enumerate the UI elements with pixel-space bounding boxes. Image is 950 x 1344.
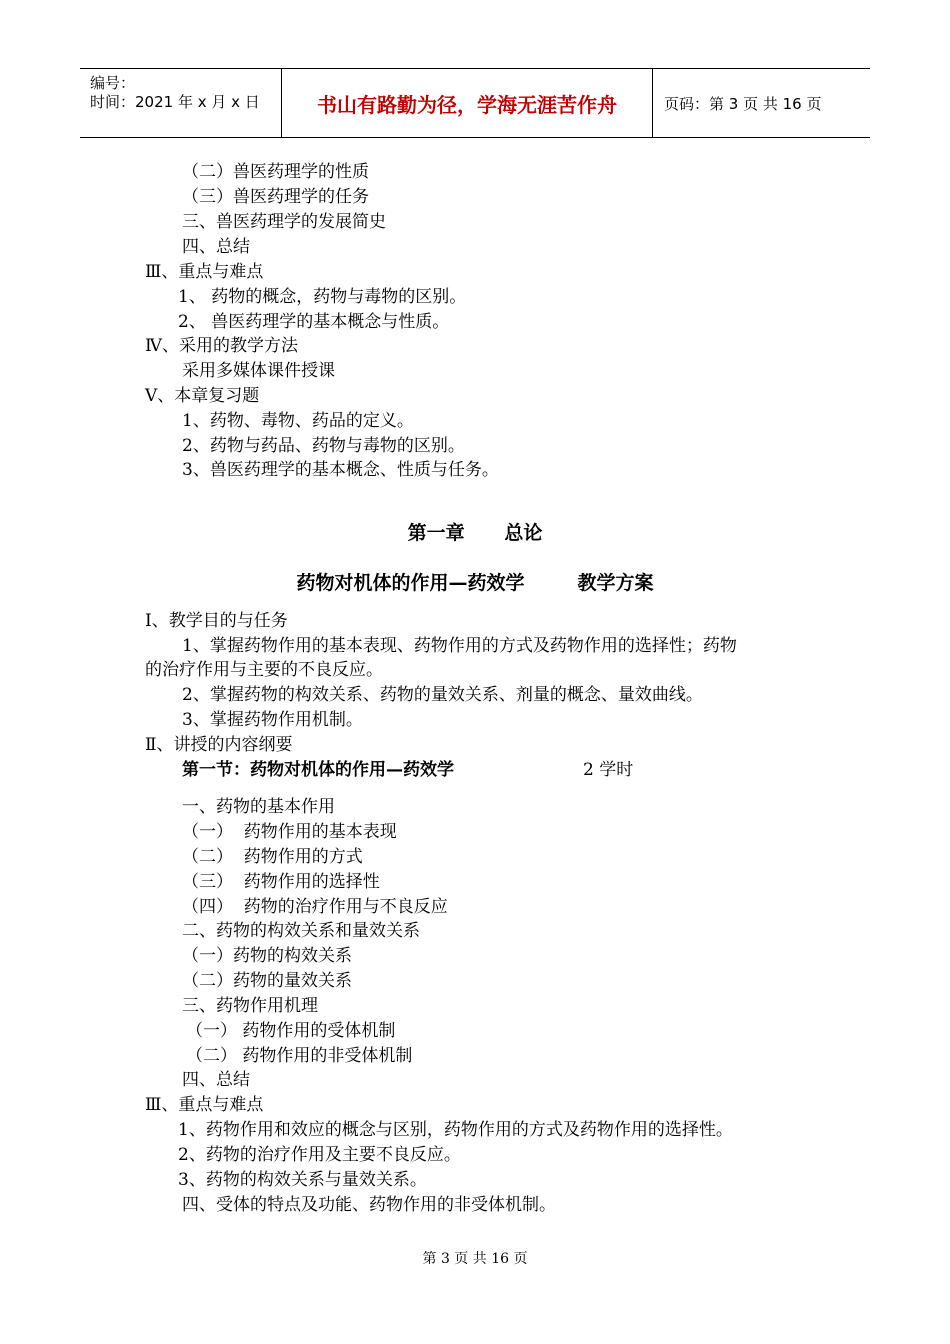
header-page-cell [654,69,870,137]
paragraph: 采用多媒体课件授课 [182,361,335,381]
outline-item: （二） 药物作用的非受体机制 [186,1046,413,1066]
section-heading: Ⅲ、重点与难点 [145,262,264,282]
section-heading: Ⅴ、本章复习题 [145,386,260,406]
outline-item: （一）药物的构效关系 [182,946,352,966]
outline-item: 二、药物的构效关系和量效关系 [182,921,420,941]
list-item: 3、掌握药物作用机制。 [182,710,363,730]
section-heading: Ⅰ、教学目的与任务 [145,611,288,631]
page-footer: 第 3 页 共 16 页 [422,1251,528,1267]
list-item: 1、 药物的概念，药物与毒物的区别。 [178,287,467,307]
list-item: 2、 兽医药理学的基本概念与性质。 [178,312,450,332]
outline-item: （一） 药物作用的基本表现 [182,822,397,842]
header-motto-cell [282,69,653,137]
list-item: 2、掌握药物的构效关系、药物的量效关系、剂量的概念、量效曲线。 [182,685,703,705]
section-heading: Ⅳ、采用的教学方法 [145,336,298,356]
outline-item: 三、药物作用机理 [182,996,318,1016]
outline-item: 三、兽医药理学的发展简史 [182,212,386,232]
outline-item: （四） 药物的治疗作用与不良反应 [182,897,448,917]
paragraph: 的治疗作用与主要的不良反应。 [145,660,383,680]
header-meta-cell [80,69,282,137]
header-motto: 书山有路勤为径，学海无涯苦作舟 [317,93,617,117]
list-item: 1、药物作用和效应的概念与区别，药物作用的方式及药物作用的选择性。 [178,1120,733,1140]
section-heading: Ⅱ、讲授的内容纲要 [145,735,293,755]
outline-item: （三）兽医药理学的任务 [182,187,369,207]
list-item: 3、兽医药理学的基本概念、性质与任务。 [182,460,499,480]
document-number-label: 编号： [90,74,136,92]
list-item: 2、药物的治疗作用及主要不良反应。 [178,1145,461,1165]
list-item: 1、药物、毒物、药品的定义。 [182,411,414,431]
lesson-hours: 2 学时 [583,760,634,780]
outline-item: （二）药物的量效关系 [182,971,352,991]
outline-item: 四、总结 [182,1070,250,1090]
document-date: 时间：2021 年 x 月 x 日 [90,93,260,111]
outline-item: （一） 药物作用的受体机制 [186,1021,396,1041]
list-item: 2、药物与药品、药物与毒物的区别。 [182,436,465,456]
lesson-title: 第一节：药物对机体的作用—药效学 [182,760,454,780]
section-title: 药物对机体的作用—药效学 教学方案 [296,572,654,594]
page-header [80,68,870,138]
header-page-code: 页码：第 3 页 共 16 页 [664,95,822,113]
chapter-title: 第一章 总论 [407,522,543,544]
section-heading: Ⅲ、重点与难点 [145,1095,264,1115]
paragraph: 1、掌握药物作用的基本表现、药物作用的方式及药物作用的选择性；药物 [182,636,737,656]
list-item: 四、受体的特点及功能、药物作用的非受体机制。 [182,1195,556,1215]
outline-item: （二） 药物作用的方式 [182,847,363,867]
outline-item: （二）兽医药理学的性质 [182,162,369,182]
outline-item: 四、总结 [182,237,250,257]
outline-item: 一、药物的基本作用 [182,797,335,817]
outline-item: （三） 药物作用的选择性 [182,872,380,892]
list-item: 3、药物的构效关系与量效关系。 [178,1170,427,1190]
